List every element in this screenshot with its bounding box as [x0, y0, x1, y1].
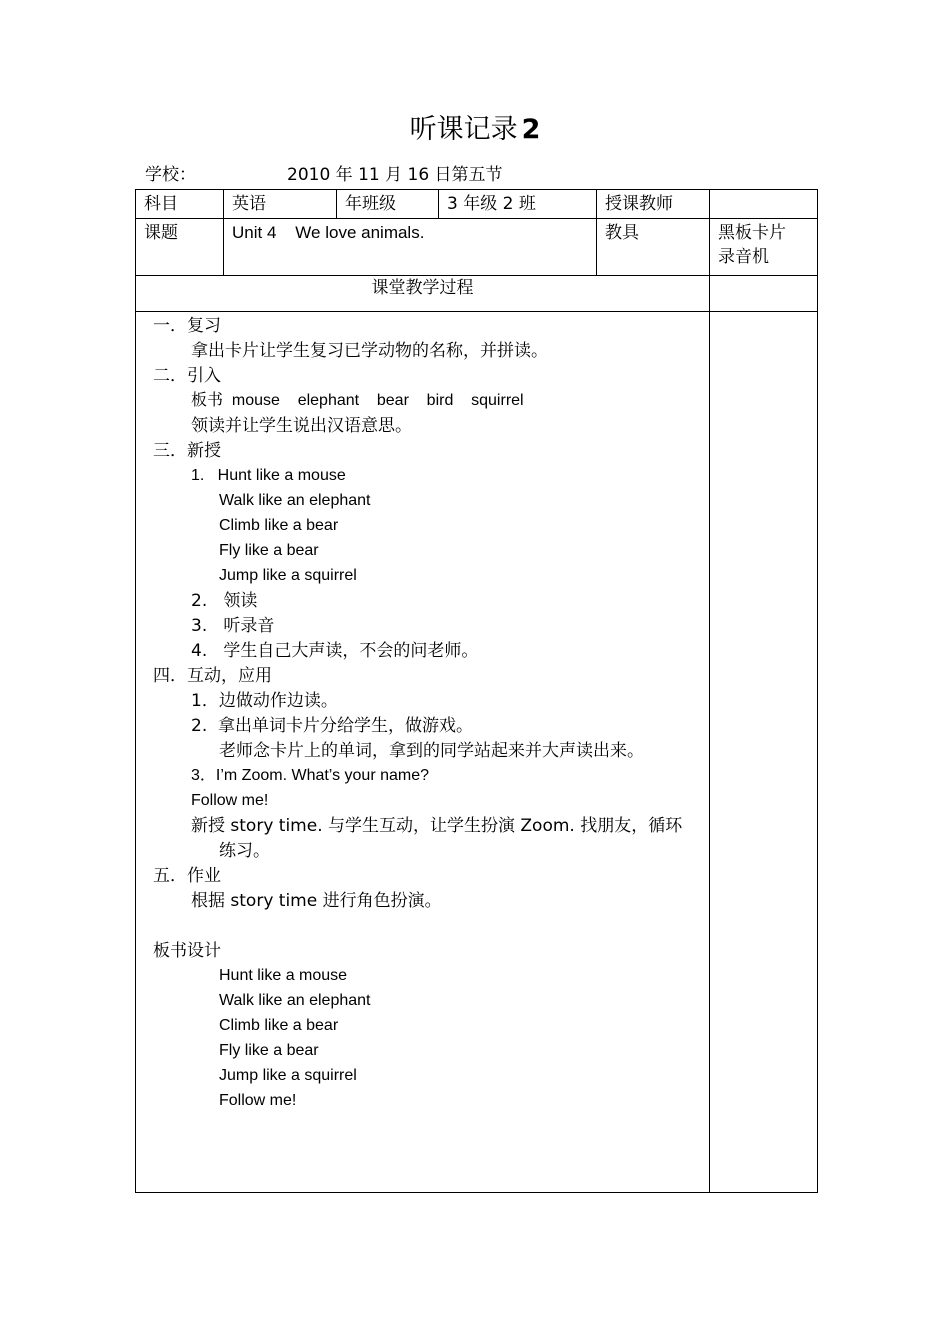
grade-label: 年班级 [337, 190, 439, 219]
topic-value: Unit 4 We love animals. [224, 219, 597, 276]
new-item-1-line-5: Jump like a squirrel [219, 567, 357, 584]
subject-value: 英语 [224, 190, 337, 219]
date-text: 2010 年 11 月 16 日第五节 [287, 165, 503, 185]
aids-label: 教具 [597, 219, 710, 276]
new-item-1: 1. Hunt like a mouse [191, 467, 346, 484]
process-content [136, 312, 710, 1193]
interaction-story: 新授 story time. 与学生互动，让学生扮演 Zoom. 找朋友，循环 [191, 816, 683, 836]
document-title [0, 113, 950, 147]
interaction-follow: Follow me! [191, 792, 269, 809]
subject-label: 科目 [136, 190, 224, 219]
section-review: 一．复习 [153, 316, 221, 336]
review-text: 拿出卡片让学生复习已学动物的名称，并拼读。 [191, 341, 548, 361]
record-table [135, 189, 818, 1193]
section-new: 三．新授 [153, 441, 221, 461]
board-line-6: Follow me! [219, 1092, 297, 1109]
new-item-2: 2. 领读 [191, 591, 258, 611]
topic-label: 课题 [136, 219, 224, 276]
board-line-4: Fly like a bear [219, 1042, 319, 1059]
school-label: 学校： [145, 165, 196, 185]
title-text: 听课记录 [409, 114, 518, 145]
interaction-item-3: 3．I’m Zoom. What’s your name? [191, 767, 430, 784]
aids-value-line-2: 录音机 [718, 247, 769, 267]
process-header: 课堂教学过程 [136, 276, 710, 312]
intro-board: 板书 mouse elephant bear bird squirrel [191, 392, 524, 409]
board-line-3: Climb like a bear [219, 1017, 339, 1034]
new-item-1-line-4: Fly like a bear [219, 542, 319, 559]
board-line-5: Jump like a squirrel [219, 1067, 357, 1084]
new-item-1-line-2: Walk like an elephant [219, 492, 371, 509]
title-number: 2 [521, 114, 541, 145]
interaction-item-2: 2. 拿出单词卡片分给学生，做游戏。 [191, 716, 474, 736]
teacher-label: 授课教师 [597, 190, 710, 219]
section-intro: 二．引入 [153, 366, 221, 386]
interaction-item-2-detail: 老师念卡片上的单词，拿到的同学站起来并大声读出来。 [219, 741, 644, 761]
process-lines [144, 314, 701, 1190]
new-item-1-line-3: Climb like a bear [219, 517, 339, 534]
process-header-side [710, 276, 818, 312]
teacher-value [710, 190, 818, 219]
school-date-line [145, 163, 503, 187]
intro-text: 领读并让学生说出汉语意思。 [191, 416, 412, 436]
board-line-2: Walk like an elephant [219, 992, 371, 1009]
process-side-column [710, 312, 818, 1193]
homework-text: 根据 story time 进行角色扮演。 [191, 891, 442, 911]
section-interaction: 四．互动，应用 [153, 666, 272, 686]
grade-value: 3 年级 2 班 [439, 190, 597, 219]
new-item-3: 3. 听录音 [191, 616, 275, 636]
new-item-4: 4. 学生自己大声读，不会的问老师。 [191, 641, 479, 661]
interaction-item-1: 1．边做动作边读。 [191, 691, 338, 711]
interaction-story-cont: 练习。 [219, 841, 270, 861]
board-line-1: Hunt like a mouse [219, 967, 348, 984]
section-homework: 五．作业 [153, 866, 221, 886]
aids-value [710, 219, 818, 276]
aids-value-line-1: 黑板卡片 [718, 223, 786, 243]
board-design-heading: 板书设计 [153, 941, 221, 961]
